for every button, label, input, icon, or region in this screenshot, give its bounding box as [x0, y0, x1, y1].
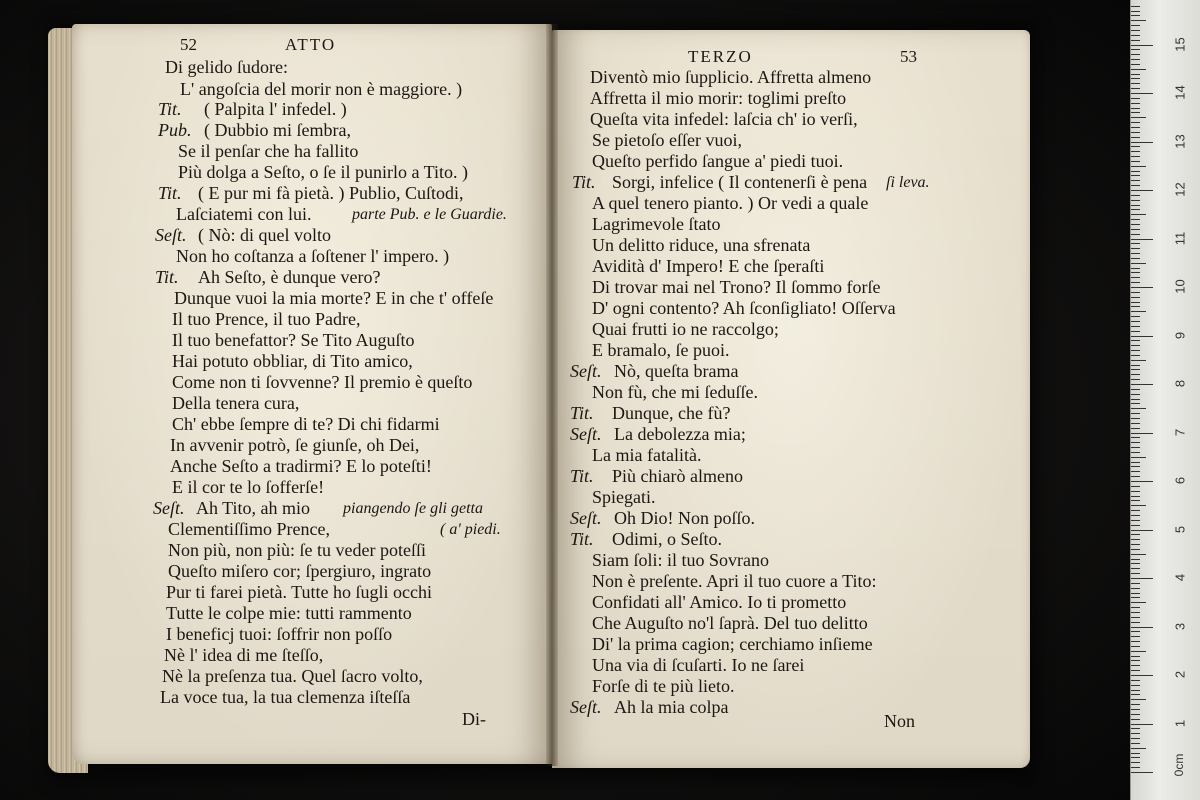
ruler-tick	[1131, 573, 1140, 574]
text-line: D' ogni contento? Ah ſconſigliato! Oſſerva	[592, 298, 896, 318]
text-line: Non fù, che mi ſeduſſe.	[592, 382, 758, 402]
text-line: Se il penſar che ha fallito	[178, 141, 359, 161]
text-line: Il tuo benefattor? Se Tito Auguſto	[172, 330, 415, 350]
ruler-number: 5	[1172, 525, 1188, 533]
ruler-tick	[1131, 360, 1146, 361]
text-line: Queſto miſero cor; ſpergiuro, ingrato	[168, 561, 432, 581]
text-line: Queſta vita infedel: laſcia ch' io verſi,	[590, 109, 858, 129]
ruler-tick	[1131, 447, 1140, 448]
text-line: Anche Seſto a tradirmi? E lo poteſti!	[170, 456, 432, 476]
ruler-tick	[1131, 728, 1140, 729]
text-line: Laſciatemi con lui.	[176, 204, 312, 224]
text-line: Di gelido ſudore:	[165, 57, 288, 77]
ruler-tick	[1131, 112, 1140, 113]
speaker-label: Seſt.	[155, 225, 187, 245]
ruler-tick	[1131, 704, 1140, 705]
ruler-tick	[1131, 331, 1140, 332]
ruler-tick	[1131, 428, 1140, 429]
ruler-tick	[1131, 719, 1140, 720]
ruler-tick	[1131, 142, 1153, 143]
ruler-tick	[1131, 476, 1140, 477]
ruler-tick	[1131, 617, 1140, 618]
ruler-number: 10	[1172, 279, 1188, 294]
ruler-tick	[1131, 122, 1140, 123]
ruler-tick	[1131, 117, 1146, 118]
ruler-tick	[1131, 59, 1140, 60]
ruler-tick	[1131, 627, 1153, 628]
measuring-ruler	[1130, 0, 1200, 800]
ruler-tick	[1131, 394, 1140, 395]
ruler-tick	[1131, 520, 1140, 521]
ruler-tick	[1131, 641, 1140, 642]
speaker-label: Tit.	[158, 183, 182, 203]
ruler-tick	[1131, 146, 1140, 147]
ruler-tick	[1131, 369, 1140, 370]
ruler-tick	[1131, 180, 1140, 181]
ruler-tick	[1131, 656, 1140, 657]
text-line: Confidati all' Amico. Io ti prometto	[592, 592, 847, 612]
ruler-tick	[1131, 466, 1140, 467]
ruler-tick	[1131, 175, 1140, 176]
text-line: La mia fatalità.	[592, 445, 702, 465]
ruler-tick	[1131, 137, 1140, 138]
ruler-tick	[1131, 554, 1146, 555]
ruler-tick	[1131, 200, 1140, 201]
speaker-label: Tit.	[155, 267, 179, 287]
text-line: Odimi, o Seſto.	[612, 529, 723, 549]
ruler-tick	[1131, 132, 1140, 133]
ruler-tick	[1131, 651, 1146, 652]
ruler-tick	[1131, 437, 1140, 438]
ruler-tick	[1131, 336, 1153, 337]
text-line: E il cor te lo ſofferſe!	[172, 477, 325, 497]
ruler-tick	[1131, 15, 1140, 16]
stage-direction: ( a' piedi.	[440, 521, 501, 538]
ruler-tick	[1131, 670, 1140, 671]
ruler-tick	[1131, 457, 1146, 458]
ruler-tick	[1131, 622, 1140, 623]
ruler-tick	[1131, 49, 1140, 50]
ruler-tick	[1131, 83, 1140, 84]
ruler-tick	[1131, 282, 1140, 283]
speaker-label: Tit.	[570, 529, 594, 549]
text-line: Queſto perfido ſangue a' piedi tuoi.	[592, 151, 844, 171]
ruler-tick	[1131, 243, 1140, 244]
ruler-tick	[1131, 500, 1140, 501]
ruler-tick	[1131, 491, 1140, 492]
text-line: Che Auguſto no'l ſaprà. Del tuo delitto	[592, 613, 868, 633]
stage-direction: ſi leva.	[886, 174, 930, 191]
ruler-tick	[1131, 45, 1153, 46]
ruler-tick	[1131, 93, 1153, 94]
ruler-number: 13	[1172, 133, 1188, 149]
text-line: Dunque vuoi la mia morte? E in che t' offeſe	[174, 288, 494, 308]
text-line: Una via di ſcuſarti. Io ne ſarei	[592, 655, 805, 675]
text-line: Più chiarò almeno	[612, 466, 743, 486]
text-line: In avvenir potrò, ſe giunſe, oh Dei,	[170, 435, 420, 455]
ruler-tick	[1131, 525, 1140, 526]
ruler-number: 6	[1172, 476, 1188, 485]
text-line: Ch' ebbe ſempre di te? Di chi fidarmi	[172, 414, 440, 434]
ruler-tick	[1131, 229, 1140, 230]
ruler-tick	[1131, 578, 1153, 579]
ruler-tick	[1131, 544, 1140, 545]
text-line: Avidità d' Impero! E che ſperaſti	[592, 256, 825, 276]
text-line: Diventò mio ſupplicio. Affretta almeno	[590, 67, 872, 87]
ruler-tick	[1131, 496, 1140, 497]
speaker-label: Seſt.	[153, 498, 185, 518]
text-line: La debolezza mia;	[614, 424, 746, 444]
ruler-tick	[1131, 190, 1153, 191]
text-line: Ah la mia colpa	[614, 697, 729, 717]
ruler-number: 4	[1172, 573, 1188, 582]
stage-direction: piangendo ſe gli getta	[343, 500, 483, 517]
ruler-tick	[1131, 486, 1140, 487]
ruler-tick	[1131, 738, 1140, 739]
ruler-tick	[1131, 234, 1140, 235]
ruler-number: 2	[1172, 670, 1188, 679]
ruler-number: 9	[1172, 331, 1188, 339]
ruler-tick	[1131, 612, 1140, 613]
ruler-tick	[1131, 539, 1140, 540]
ruler-tick	[1131, 156, 1140, 157]
ruler-tick	[1131, 709, 1140, 710]
left-page-number: 52	[180, 35, 197, 54]
ruler-tick	[1131, 98, 1140, 99]
text-line: Forſe di te più lieto.	[592, 676, 735, 696]
text-line: Tutte le colpe mie: tutti rammento	[166, 603, 412, 623]
text-line: Di' la prima cagion; cerchiamo inſieme	[592, 634, 873, 654]
ruler-tick	[1131, 733, 1140, 734]
text-line: Della tenera cura,	[172, 393, 300, 413]
text-line: Il tuo Prence, il tuo Padre,	[172, 309, 361, 329]
ruler-tick	[1131, 743, 1140, 744]
text-line: ( Palpita l' infedel. )	[204, 99, 347, 119]
ruler-tick	[1131, 340, 1140, 341]
ruler-tick	[1131, 78, 1140, 79]
ruler-tick	[1131, 25, 1140, 26]
ruler-tick	[1131, 724, 1153, 725]
ruler-tick	[1131, 302, 1140, 303]
ruler-tick	[1131, 272, 1140, 273]
ruler-tick	[1131, 166, 1146, 167]
text-line: Dunque, che fù?	[612, 403, 731, 423]
ruler-number: 11	[1172, 231, 1188, 245]
ruler-tick	[1131, 413, 1140, 414]
text-line: Se pietoſo eſſer vuoi,	[592, 130, 742, 150]
ruler-tick	[1131, 660, 1140, 661]
ruler-tick	[1131, 530, 1153, 531]
ruler-tick	[1131, 316, 1140, 317]
ruler-tick	[1131, 6, 1140, 7]
speaker-label: Tit.	[572, 172, 596, 192]
ruler-tick	[1131, 588, 1140, 589]
ruler-tick	[1131, 423, 1140, 424]
text-line: L' angoſcia del morir non è maggiore. )	[180, 79, 463, 99]
speaker-label: Tit.	[158, 99, 182, 119]
ruler-tick	[1131, 675, 1153, 676]
ruler-tick	[1131, 568, 1140, 569]
ruler-tick	[1131, 355, 1140, 356]
ruler-tick	[1131, 748, 1146, 749]
ruler-tick	[1131, 690, 1140, 691]
text-line: Hai potuto obbliar, di Tito amico,	[172, 351, 413, 371]
catchword: Di-	[462, 709, 486, 729]
ruler-tick	[1131, 219, 1140, 220]
ruler-tick	[1131, 559, 1140, 560]
ruler-tick	[1131, 481, 1153, 482]
ruler-tick	[1131, 714, 1140, 715]
ruler-tick	[1131, 418, 1140, 419]
text-line: Più dolga a Seſto, o ſe il punirlo a Tito. )	[178, 162, 469, 182]
text-line: La voce tua, la tua clemenza iſteſſa	[160, 687, 411, 707]
ruler-tick	[1131, 563, 1140, 564]
ruler-tick	[1131, 602, 1146, 603]
ruler-tick	[1131, 389, 1140, 390]
ruler-tick	[1131, 583, 1140, 584]
ruler-tick	[1131, 171, 1140, 172]
ruler-tick	[1131, 471, 1140, 472]
text-line: Non ho coſtanza a ſoſtener l' impero. )	[176, 246, 450, 266]
ruler-tick	[1131, 685, 1140, 686]
speaker-label: Tit.	[570, 466, 594, 486]
ruler-tick	[1131, 292, 1140, 293]
ruler-tick	[1131, 214, 1146, 215]
ruler-tick	[1131, 665, 1140, 666]
ruler-tick	[1131, 248, 1140, 249]
text-line: Nè l' idea di me ſteſſo,	[164, 645, 324, 665]
text-line: Ah Seſto, è dunque vero?	[198, 267, 381, 287]
right-running-header: TERZO	[688, 47, 753, 66]
ruler-tick	[1131, 20, 1146, 21]
right-page-number: 53	[900, 47, 917, 66]
ruler-tick	[1131, 452, 1140, 453]
ruler-tick	[1131, 534, 1140, 535]
ruler-tick	[1131, 646, 1140, 647]
ruler-tick	[1131, 442, 1140, 443]
ruler-tick	[1131, 127, 1140, 128]
ruler-tick	[1131, 287, 1153, 288]
book-gutter	[546, 24, 558, 766]
speaker-label: Tit.	[570, 403, 594, 423]
ruler-tick	[1131, 753, 1140, 754]
text-line: Pur ti farei pietà. Tutte ho ſugli occhi	[166, 582, 432, 602]
ruler-tick	[1131, 54, 1140, 55]
text-line: Oh Dio! Non poſſo.	[614, 508, 755, 528]
ruler-tick	[1131, 297, 1140, 298]
text-line: Nè la preſenza tua. Quel ſacro volto,	[162, 666, 423, 686]
ruler-tick	[1131, 699, 1146, 700]
text-line: Quai frutti io ne raccolgo;	[592, 319, 779, 339]
text-line: ( Nò: di quel volto	[198, 225, 331, 245]
ruler-tick	[1131, 636, 1140, 637]
ruler-tick	[1131, 209, 1140, 210]
text-line: Un delitto riduce, una sfrenata	[592, 235, 811, 255]
text-line: Affretta il mio morir: toglimi preſto	[590, 88, 847, 108]
ruler-tick	[1131, 224, 1140, 225]
ruler-tick	[1131, 374, 1140, 375]
ruler-tick	[1131, 268, 1140, 269]
ruler-tick	[1131, 757, 1140, 758]
speaker-label: Pub.	[158, 120, 192, 140]
ruler-tick	[1131, 399, 1140, 400]
text-line: Sorgi, infelice ( Il contenerſi è pena	[612, 172, 868, 192]
ruler-tick	[1131, 185, 1140, 186]
speaker-label: Seſt.	[570, 508, 602, 528]
ruler-number: 3	[1172, 622, 1188, 630]
ruler-tick	[1131, 597, 1140, 598]
text-line: A quel tenero pianto. ) Or vedi a quale	[592, 193, 869, 213]
ruler-tick	[1131, 40, 1140, 41]
ruler-tick	[1131, 30, 1140, 31]
ruler-tick	[1131, 161, 1140, 162]
ruler-tick	[1131, 35, 1140, 36]
ruler-tick	[1131, 365, 1140, 366]
ruler-tick	[1131, 258, 1140, 259]
text-line: Clementiſſimo Prence,	[168, 519, 330, 539]
text-line: I beneficj tuoi: ſoffrir non poſſo	[166, 624, 393, 644]
ruler-number: 12	[1172, 182, 1188, 197]
ruler-tick	[1131, 345, 1140, 346]
ruler-tick	[1131, 379, 1140, 380]
ruler-tick	[1131, 11, 1140, 12]
ruler-tick	[1131, 350, 1140, 351]
ruler-tick	[1131, 462, 1140, 463]
ruler-tick	[1131, 510, 1140, 511]
ruler-tick	[1131, 239, 1153, 240]
ruler-tick	[1131, 64, 1140, 65]
ruler-tick	[1131, 88, 1140, 89]
speaker-label: Seſt.	[570, 697, 602, 717]
ruler-number: 7	[1172, 428, 1188, 436]
ruler-tick	[1131, 326, 1140, 327]
ruler-tick	[1131, 277, 1140, 278]
ruler-tick	[1131, 505, 1146, 506]
ruler-unit-label: 0cm	[1172, 753, 1186, 777]
speaker-label: Seſt.	[570, 361, 602, 381]
ruler-tick	[1131, 772, 1153, 773]
text-line: Siam ſoli: il tuo Sovrano	[592, 550, 770, 570]
ruler-tick	[1131, 263, 1146, 264]
ruler-tick	[1131, 253, 1140, 254]
ruler-tick	[1131, 103, 1140, 104]
text-line: ( E pur mi fà pietà. ) Publio, Cuſtodi,	[198, 183, 464, 203]
ruler-number: 15	[1172, 36, 1188, 52]
text-line: E bramalo, ſe puoi.	[592, 340, 730, 360]
ruler-tick	[1131, 694, 1140, 695]
ruler-tick	[1131, 433, 1153, 434]
ruler-number: 14	[1172, 85, 1188, 100]
left-running-header: ATTO	[285, 35, 337, 54]
ruler-tick	[1131, 306, 1140, 307]
text-line: Ah Tito, ah mio	[196, 498, 311, 518]
text-line: Non più, non più: ſe tu veder poteſſi	[168, 540, 426, 560]
text-line: Non è preſente. Apri il tuo cuore a Tito:	[592, 571, 877, 591]
ruler-tick	[1131, 767, 1140, 768]
ruler-tick	[1131, 515, 1140, 516]
ruler-number: 1	[1172, 719, 1188, 727]
ruler-tick	[1131, 403, 1140, 404]
ruler-tick	[1131, 549, 1140, 550]
ruler-tick	[1131, 205, 1140, 206]
ruler-tick	[1131, 195, 1140, 196]
ruler-tick	[1131, 151, 1140, 152]
ruler-tick	[1131, 680, 1140, 681]
ruler-tick	[1131, 762, 1140, 763]
ruler-tick	[1131, 408, 1146, 409]
text-line: Lagrimevole ſtato	[592, 214, 721, 234]
catchword: Non	[884, 711, 915, 731]
ruler-number: 8	[1172, 379, 1188, 388]
ruler-tick	[1131, 321, 1140, 322]
text-line: Nò, queſta brama	[614, 361, 739, 381]
text-line: Spiegati.	[592, 487, 656, 507]
ruler-tick	[1131, 607, 1140, 608]
ruler-tick	[1131, 631, 1140, 632]
text-line: Di trovar mai nel Trono? Il ſommo forſe	[592, 277, 881, 297]
ruler-tick	[1131, 108, 1140, 109]
ruler-tick	[1131, 593, 1140, 594]
ruler-tick	[1131, 384, 1153, 385]
text-line: ( Dubbio mi ſembra,	[204, 120, 351, 140]
ruler-tick	[1131, 74, 1140, 75]
stage-direction: parte Pub. e le Guardie.	[352, 206, 507, 223]
ruler-tick	[1131, 69, 1146, 70]
text-line: Come non ti ſovvenne? Il premio è queſto	[172, 372, 473, 392]
speaker-label: Seſt.	[570, 424, 602, 444]
ruler-tick	[1131, 311, 1146, 312]
